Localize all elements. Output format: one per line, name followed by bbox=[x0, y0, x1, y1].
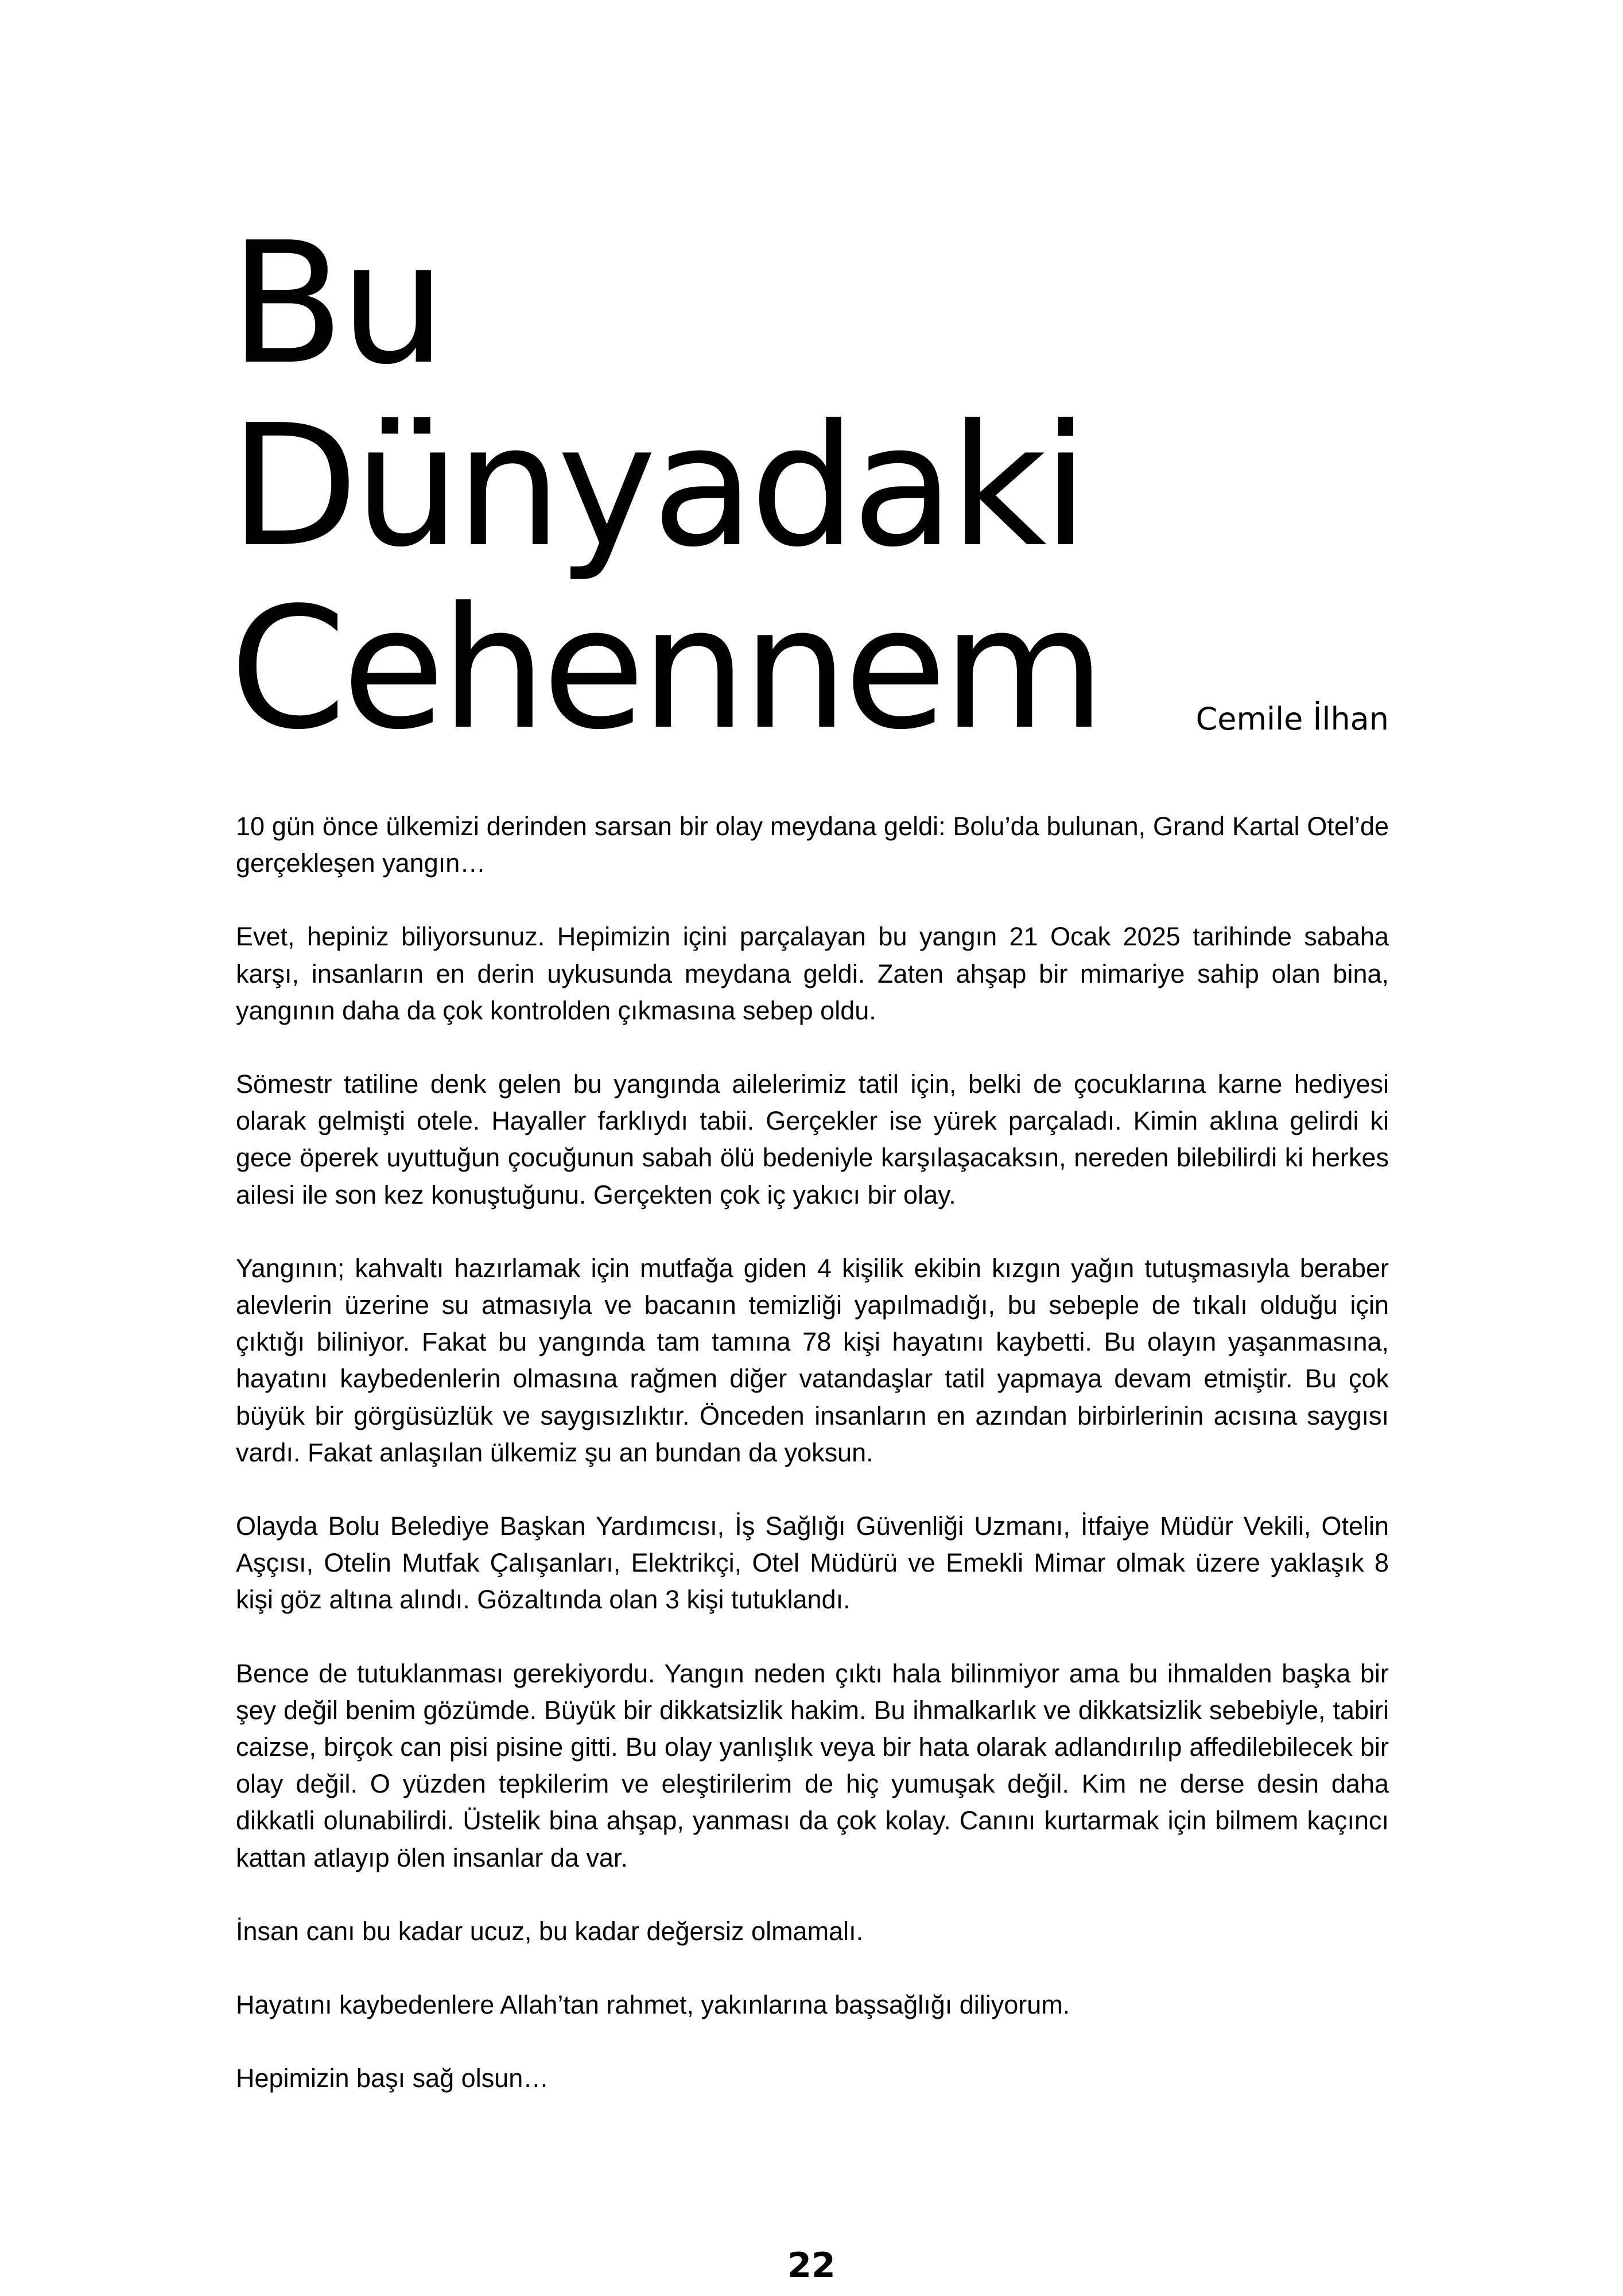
article-title-line: Bu bbox=[230, 206, 442, 401]
article-title bbox=[230, 206, 1101, 766]
article-paragraph: Hepimizin başı sağ olsun… bbox=[236, 2064, 549, 2093]
article-body bbox=[236, 808, 1389, 2134]
article-paragraph: İnsan canı bu kadar ucuz, bu kadar değersiz olmamalı. bbox=[236, 1916, 864, 1946]
article-title-line: Dünyadaki bbox=[230, 389, 1085, 584]
page-number: 22 bbox=[787, 2245, 836, 2286]
article-title-line: Cehennem bbox=[230, 571, 1101, 766]
article-paragraph: Yangının; kahvaltı hazırlamak için mutfağa giden 4 kişilik ekibin kızgın yağın tutuşmasıyla beraber alevlerin üzerine su atmasıyla ve bacanın temizliği yapılmadığı, bu sebeple de tıkalı olduğu için çıktığı biliniyor. Fakat bu yangında tam tamına 78 kişi hayatını kaybetti. Bu olayın yaşanmasına, hayatını kaybedenlerin olmasına rağmen diğer vatandaşlar tatil yapmaya devam etmiştir. Bu çok büyük bir görgüsüzlük ve saygısızlıktır. Önceden insanların en azından birbirlerinin acısına saygısı vardı. Fakat anlaşılan ülkemiz şu an bundan da yoksun. bbox=[236, 1253, 1389, 1467]
article-paragraph: Sömestr tatiline denk gelen bu yangında ailelerimiz tatil için, belki de çocuklarına karne hediyesi olarak gelmişti otele. Hayaller farklıydı tabii. Gerçekler ise yürek parçaladı. Kimin aklına gelirdi ki gece öperek uyuttuğun çocuğunun sabah ölü bedeniyle karşılaşacaksın, nereden bilebilirdi ki herkes ailesi ile son kez konuştuğunu. Gerçekten çok iç yakıcı bir olay. bbox=[236, 1069, 1389, 1209]
article-paragraph: Hayatını kaybedenlere Allah’tan rahmet, yakınlarına başsağlığı diliyorum. bbox=[236, 1990, 1070, 2020]
article-paragraph: 10 gün önce ülkemizi derinden sarsan bir olay meydana geldi: Bolu’da bulunan, Grand Kartal Otel’de gerçekleşen yangın… bbox=[236, 812, 1389, 878]
article-paragraph: Olayda Bolu Belediye Başkan Yardımcısı, İş Sağlığı Güvenliği Uzmanı, İtfaiye Müdür Vekili, Otelin Aşçısı, Otelin Mutfak Çalışanları, Elektrikçi, Otel Müdürü ve Emekli Mimar olmak üzere yaklaşık 8 kişi göz altına alındı. Gözaltında olan 3 kişi tutuklandı. bbox=[236, 1511, 1389, 1615]
article-paragraph: Evet, hepiniz biliyorsunuz. Hepimizin içini parçalayan bu yangın 21 Ocak 2025 tarihinde sabaha karşı, insanların en derin uykusunda meydana geldi. Zaten ahşap bir mimariye sahip olan bina, yangının daha da çok kontrolden çıkmasına sebep oldu. bbox=[236, 922, 1389, 1025]
article-paragraph: Bence de tutuklanması gerekiyordu. Yangın neden çıktı hala bilinmiyor ama bu ihmalden başka bir şey değil benim gözümde. Büyük bir dikkatsizlik hakim. Bu ihmalkarlık ve dikkatsizlik sebebiyle, tabiri caizse, birçok can pisi pisine gitti. Bu olay yanlışlık veya bir hata olarak adlandırılıp affedilebilecek bir olay değil. O yüzden tepkilerim ve eleştirilerim de hiç yumuşak değil. Kim ne derse desin daha dikkatli olunabilirdi. Üstelik bina ahşap, yanması da çok kolay. Canını kurtarmak için bilmem kaçıncı kattan atlayıp ölen insanlar da var. bbox=[236, 1658, 1389, 1872]
article-author: Cemile İlhan bbox=[1195, 701, 1389, 737]
